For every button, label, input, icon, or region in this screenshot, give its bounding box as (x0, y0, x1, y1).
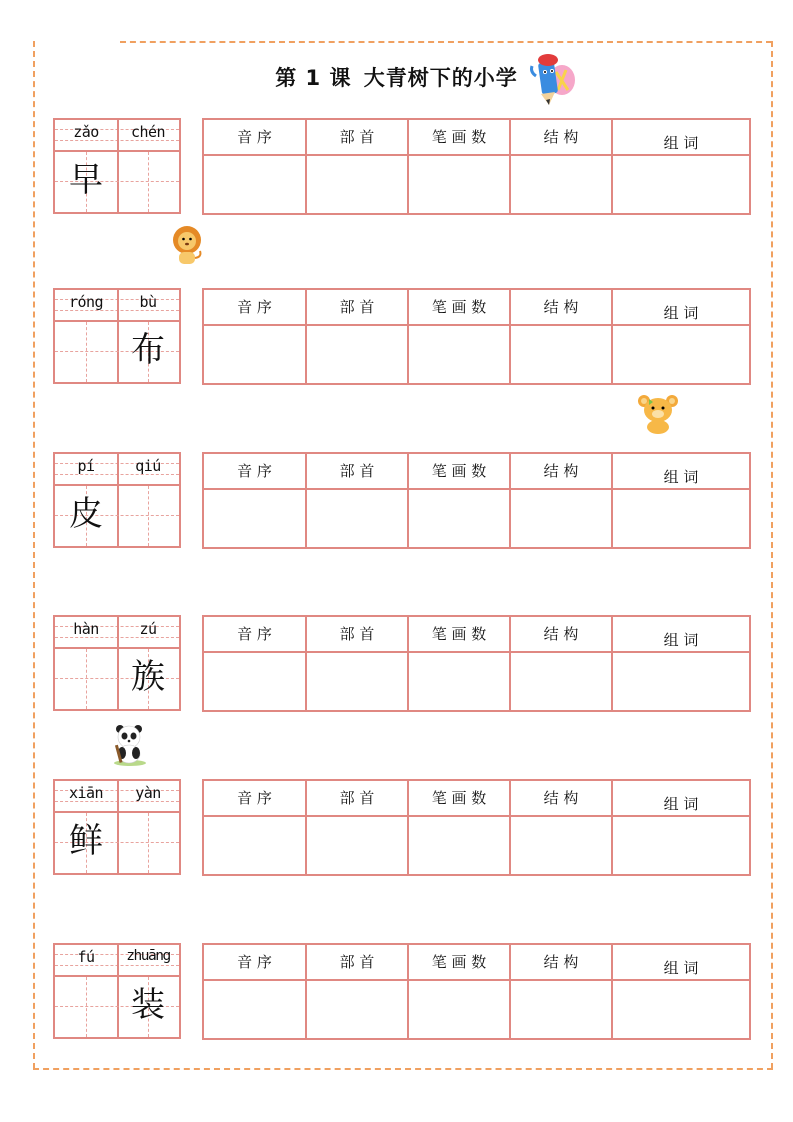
pinyin: zú (139, 620, 157, 638)
pinyin: chén (130, 123, 166, 141)
hanzi: 早 (69, 160, 103, 200)
hanzi: 族 (131, 657, 165, 697)
header-jiegou: 结 构 (543, 789, 579, 807)
pinyin: yàn (135, 784, 161, 802)
page-frame-bottom (33, 1068, 773, 1070)
pinyin: qiú (135, 457, 161, 475)
header-yinxu: 音 序 (237, 128, 272, 146)
header-zuci: 组 词 (663, 795, 699, 813)
char-grid-rongbu (53, 288, 181, 384)
analysis-table (202, 452, 751, 549)
header-yinxu: 音 序 (237, 789, 272, 807)
header-zuci: 组 词 (663, 468, 699, 486)
header-zuci: 组 词 (663, 304, 699, 322)
page-frame-right (771, 41, 773, 1069)
hanzi: 布 (131, 330, 165, 370)
pinyin: róng (68, 293, 104, 311)
lesson-name: 大青树下的小学 (363, 66, 518, 90)
hanzi: 装 (131, 985, 165, 1025)
analysis-table (202, 779, 751, 876)
header-yinxu: 音 序 (237, 625, 272, 643)
page-title (0, 62, 793, 92)
char-grid-piqiu (53, 452, 181, 548)
header-bushou: 部 首 (339, 298, 375, 316)
char-grid-zaochen (53, 118, 181, 214)
pinyin: hàn (73, 620, 99, 638)
pencil-mascot-icon (526, 50, 582, 108)
header-yinxu: 音 序 (237, 953, 272, 971)
pinyin: bù (139, 293, 157, 311)
page-frame-top (120, 41, 772, 43)
header-jiegou: 结 构 (543, 298, 579, 316)
hanzi: 鲜 (69, 821, 103, 861)
pinyin: zǎo (73, 123, 99, 141)
pinyin: pí (77, 457, 95, 475)
header-bushou: 部 首 (339, 462, 375, 480)
header-bushou: 部 首 (339, 128, 375, 146)
pinyin: fú (77, 948, 95, 966)
pinyin: zhuāng (126, 948, 170, 964)
header-bihuashu: 笔 画 数 (431, 128, 487, 146)
header-bihuashu: 笔 画 数 (431, 625, 487, 643)
header-bihuashu: 笔 画 数 (431, 789, 487, 807)
char-grid-fuzhuang (53, 943, 181, 1039)
header-jiegou: 结 构 (543, 462, 579, 480)
bear-icon (636, 393, 680, 435)
lesson-number: 第 1 课 (275, 66, 352, 90)
header-yinxu: 音 序 (237, 298, 272, 316)
header-bihuashu: 笔 画 数 (431, 462, 487, 480)
char-grid-xianyan (53, 779, 181, 875)
header-jiegou: 结 构 (543, 128, 579, 146)
header-bushou: 部 首 (339, 789, 375, 807)
hanzi: 皮 (69, 494, 103, 534)
pinyin: xiān (68, 784, 104, 802)
header-bihuashu: 笔 画 数 (431, 953, 487, 971)
header-zuci: 组 词 (663, 134, 699, 152)
analysis-table (202, 288, 751, 385)
header-yinxu: 音 序 (237, 462, 272, 480)
lion-icon (170, 225, 204, 267)
header-jiegou: 结 构 (543, 625, 579, 643)
header-bushou: 部 首 (339, 625, 375, 643)
analysis-table (202, 943, 751, 1040)
header-bushou: 部 首 (339, 953, 375, 971)
header-bihuashu: 笔 画 数 (431, 298, 487, 316)
page-frame-left (33, 41, 35, 1069)
panda-icon (110, 723, 150, 767)
analysis-table (202, 118, 751, 215)
header-zuci: 组 词 (663, 959, 699, 977)
analysis-table (202, 615, 751, 712)
char-grid-hanzu (53, 615, 181, 711)
header-zuci: 组 词 (663, 631, 699, 649)
header-jiegou: 结 构 (543, 953, 579, 971)
